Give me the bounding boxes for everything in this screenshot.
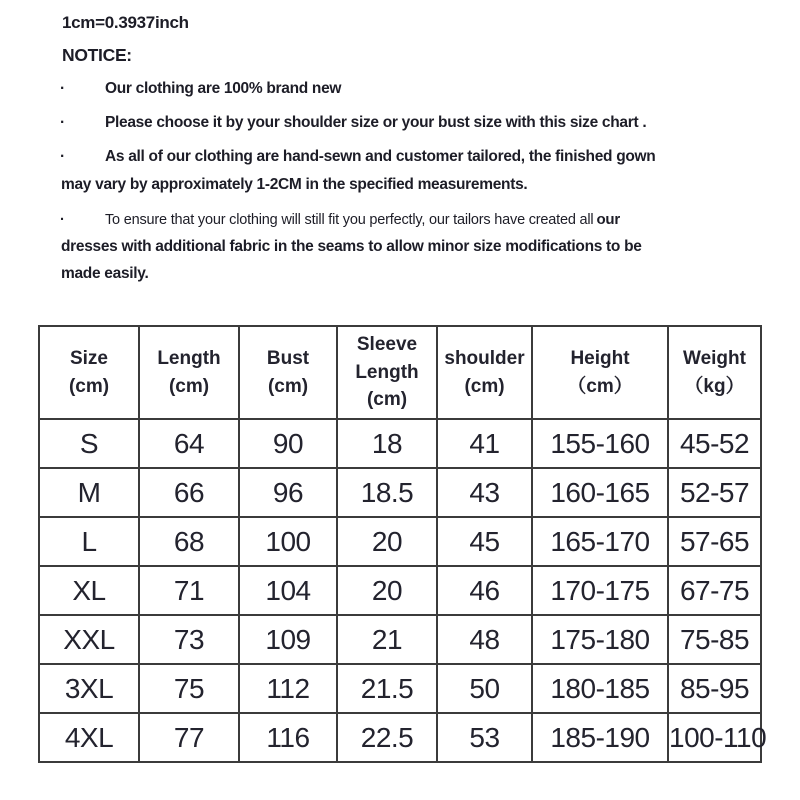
notice-item-tailors-line3: made easily. <box>61 265 149 282</box>
table-cell: 21 <box>337 615 437 664</box>
header-unit: (cm) <box>68 375 110 397</box>
table-cell: L <box>39 517 139 566</box>
table-row <box>39 517 761 566</box>
notice-item-brand-new <box>60 80 341 98</box>
header-unit: （cm） <box>567 375 633 397</box>
table-cell: 109 <box>239 615 337 664</box>
header-unit: (cm) <box>168 375 210 397</box>
notice-text: Our clothing are 100% brand new <box>105 80 342 97</box>
table-cell: 64 <box>139 419 239 468</box>
table-row <box>39 468 761 517</box>
header-label: Sleeve Length <box>355 334 419 383</box>
table-cell: 52-57 <box>668 468 761 517</box>
table-cell: 155-160 <box>532 419 668 468</box>
column-header-length <box>139 326 239 419</box>
table-cell: 45 <box>437 517 532 566</box>
table-cell: 75-85 <box>668 615 761 664</box>
table-cell: 21.5 <box>337 664 437 713</box>
table-cell: 20 <box>337 517 437 566</box>
header-unit: (cm) <box>267 375 309 397</box>
header-row <box>39 326 761 419</box>
table-cell: 43 <box>437 468 532 517</box>
table-cell: 67-75 <box>668 566 761 615</box>
table-cell: 22.5 <box>337 713 437 762</box>
table-cell: 77 <box>139 713 239 762</box>
notice-text: Please choose it by your shoulder size or your bust size with this size chart . <box>105 114 647 131</box>
header-unit: （kg） <box>684 375 745 397</box>
table-cell: XL <box>39 566 139 615</box>
column-header-height <box>532 326 668 419</box>
table-cell: 68 <box>139 517 239 566</box>
table-row <box>39 419 761 468</box>
table-cell: 46 <box>437 566 532 615</box>
table-cell: 41 <box>437 419 532 468</box>
table-cell: 48 <box>437 615 532 664</box>
notice-item-hand-sewn-line1 <box>60 148 655 166</box>
table-cell: 53 <box>437 713 532 762</box>
header-unit: (cm) <box>464 375 505 397</box>
table-cell: 18 <box>337 419 437 468</box>
table-cell: 175-180 <box>532 615 668 664</box>
table-cell: 96 <box>239 468 337 517</box>
notice-text-bold: our <box>596 211 621 228</box>
unit-conversion-note: 1cm=0.3937inch <box>62 13 189 32</box>
table-cell: 18.5 <box>337 468 437 517</box>
table-cell: 185-190 <box>532 713 668 762</box>
column-header-weight <box>668 326 761 419</box>
table-cell: M <box>39 468 139 517</box>
table-cell: 20 <box>337 566 437 615</box>
table-cell: S <box>39 419 139 468</box>
table-row <box>39 615 761 664</box>
header-label: Bust <box>266 347 310 369</box>
table-cell: 57-65 <box>668 517 761 566</box>
bullet-marker: · <box>60 114 65 131</box>
column-header-sleeve-length <box>337 326 437 419</box>
table-cell: 104 <box>239 566 337 615</box>
notice-text: As all of our clothing are hand-sewn and customer tailored, the finished gown <box>105 148 656 165</box>
table-cell: XXL <box>39 615 139 664</box>
table-cell: 4XL <box>39 713 139 762</box>
bullet-marker: · <box>60 212 65 228</box>
table-cell: 170-175 <box>532 566 668 615</box>
column-header-size <box>39 326 139 419</box>
notice-item-tailors-line1 <box>60 211 620 228</box>
notice-item-tailors-line2: dresses with additional fabric in the seams to allow minor size modifications to be <box>61 238 642 255</box>
table-cell: 90 <box>239 419 337 468</box>
table-row <box>39 713 761 762</box>
column-header-bust <box>239 326 337 419</box>
header-label: Size <box>69 347 109 369</box>
size-chart-table <box>38 325 767 763</box>
table-cell: 116 <box>239 713 337 762</box>
table-cell: 165-170 <box>532 517 668 566</box>
table-cell: 73 <box>139 615 239 664</box>
table-cell: 71 <box>139 566 239 615</box>
notice-item-hand-sewn-line2: may vary by approximately 1-2CM in the specified measurements. <box>61 176 528 193</box>
table-cell: 85-95 <box>668 664 761 713</box>
notice-text: To ensure that your clothing will still fit you perfectly, our tailors have created all <box>105 212 594 228</box>
notice-item-choose-size <box>60 114 646 132</box>
table-row <box>39 566 761 615</box>
table-cell: 160-165 <box>532 468 668 517</box>
table-cell: 112 <box>239 664 337 713</box>
table-cell: 75 <box>139 664 239 713</box>
column-header-shoulder <box>437 326 532 419</box>
table-cell: 180-185 <box>532 664 668 713</box>
bullet-marker: · <box>60 148 65 165</box>
table-cell: 100-110 <box>668 713 761 762</box>
table-cell: 100 <box>239 517 337 566</box>
header-label: shoulder <box>444 347 525 369</box>
table-cell: 66 <box>139 468 239 517</box>
header-label: Height <box>570 347 630 369</box>
table-cell: 50 <box>437 664 532 713</box>
table-cell: 45-52 <box>668 419 761 468</box>
notice-heading: NOTICE: <box>62 45 132 65</box>
table-row <box>39 664 761 713</box>
header-label: Weight <box>683 347 746 369</box>
table-cell: 3XL <box>39 664 139 713</box>
header-label: Length <box>157 347 221 369</box>
header-unit: (cm) <box>366 389 408 411</box>
bullet-marker: · <box>60 80 65 97</box>
